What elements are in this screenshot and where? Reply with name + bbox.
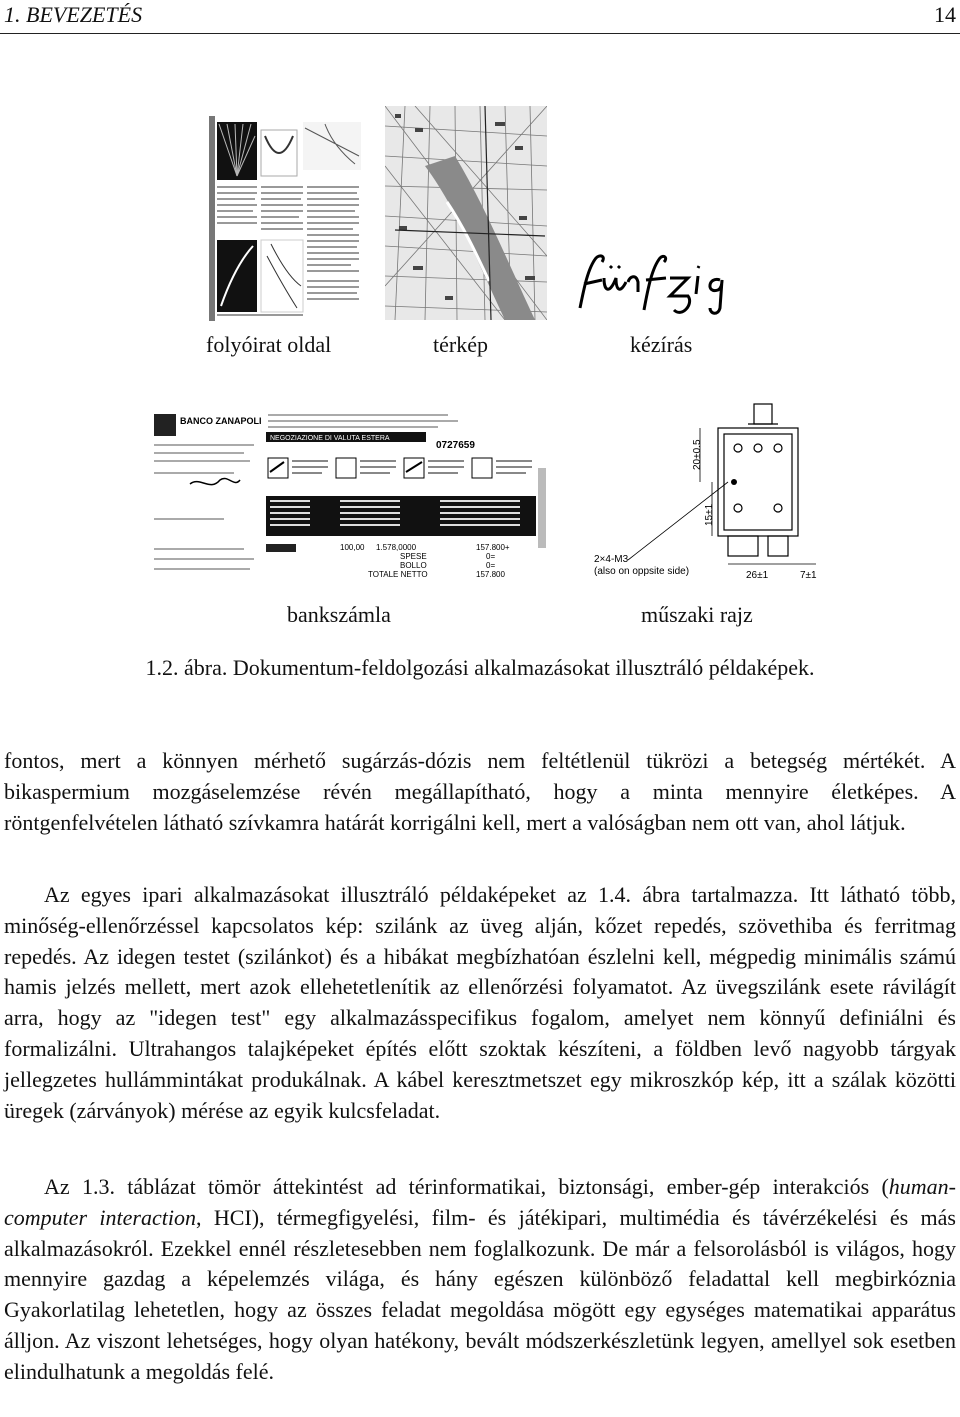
drawing-note-1: 2×4-M3: [594, 554, 629, 565]
bank-value-rate: 1.578,0000: [376, 543, 417, 552]
paragraph-2: [4, 880, 956, 1126]
paragraph-3-part-1: Az 1.3. táblázat tömör áttekintést ad térinformatikai, biztonsági, ember-gép interakciós (: [44, 1174, 889, 1199]
bank-value-spese: 0=: [486, 552, 496, 561]
paragraph-3-italic-term: human-computer interaction: [4, 1174, 956, 1230]
dim-7: 7±1: [800, 570, 817, 581]
bank-value-total: 157.800: [476, 570, 505, 579]
paragraph-2-text: Az egyes ipari alkalmazásokat illusztráló példaképeket az 1.4. ábra tartalmazza. Itt látható több, minőség-ellenőrzéssel kapcsolatos kép: szilánk az üveg alján, kőzet repedés, szövethiba és ferritmag repedés. Az idegen testet (szilánkot) és a hibákat megbízhatóan észlelni kell, mégpedig minimális számú hamis jelzés mellett, mert azok ellehetetlenítik az ellenőrzési folyamatot. Az üvegszilánk esete rávilágít arra, hogy az "idegen test" egy alkalmazásspecifikus fogalom, amelyet nem könnyű definiálni és formalizálni. Ultrahangos talajképeket építés előtt szoktak készíteni, a földben levő nagyobb tárgyak jellegzetes hullámmintákat produkálnak. A kábel keresztmetszet egy mikroszkóp kép, itt a szálak közötti üregek (zárványok) mérése az egyik kulcsfeladat.: [4, 882, 956, 1123]
caption-handwriting: kézírás: [630, 332, 693, 357]
paragraph-3-text: [4, 1172, 956, 1388]
header-rule: [0, 33, 960, 34]
caption-map: térkép: [433, 332, 488, 357]
paragraph-3-part-2: , HCI), térmegfigyelési, film- és játékipari, multimédia és távérzékelési és más alkalmazásokról. Ezekkel ennél részletesebben nem foglalkozunk. De már a felsorolásból is világos, hogy mennyire gazdag a képelemzés világa, és hány egészen különböző feladattal kell megbirkóznia Gyakorlatilag lehetetlen, hogy az összes feladat megoldása mögött egy egységes matematikai apparátus álljon. Az viszont lehetséges, hogy olyan hatékony, bevált módszerkészletünk legyen, amellyel sok esetben elindulhatunk a megoldás felé.: [4, 1204, 956, 1384]
caption-technical: műszaki rajz: [641, 602, 753, 627]
dim-15: 15±1: [704, 503, 715, 526]
paragraph-1-text: fontos, mert a könnyen mérhető sugárzás-dózis nem feltétlenül tükrözi a betegség mértékét. A bikaspermium mozgáselemzése révén megállapítható, hogy a minta mennyire életképes. A röntgenfelvételen látható szívkamra határát korrigálni kell, mert a valóságban nem ott van, ahol látjuk.: [4, 748, 956, 835]
bank-banner: NEGOZIAZIONE DI VALUTA ESTERA: [270, 435, 390, 442]
paragraph-1: [4, 746, 956, 838]
bank-label-total: TOTALE NETTO: [368, 570, 428, 579]
bank-document-image: [150, 408, 550, 588]
drawing-note-2: (also on oppsite side): [594, 566, 690, 577]
bank-value-gross: 157.800+: [476, 543, 510, 552]
caption-journal: folyóirat oldal: [206, 332, 332, 357]
paragraph-3: [4, 1172, 956, 1388]
dim-20: 20±0.5: [692, 439, 703, 470]
handwriting-image: [570, 248, 766, 322]
figure-caption: 1.2. ábra. Dokumentum-feldolgozási alkalmazásokat illusztráló példaképek.: [145, 655, 815, 680]
caption-bank: bankszámla: [287, 602, 391, 627]
bank-logo: BANCO ZANAPOLI: [180, 416, 262, 426]
running-head: 1. BEVEZETÉS: [4, 2, 143, 27]
bank-doc-number: 0727659: [436, 440, 475, 451]
page-number: 14: [934, 2, 956, 27]
bank-value-bollo: 0=: [486, 561, 496, 570]
journal-page-image: [205, 116, 365, 321]
bank-label-spese: SPESE: [400, 552, 427, 561]
bank-label-bollo: BOLLO: [400, 561, 427, 570]
technical-drawing-image: [588, 400, 824, 590]
dim-26: 26±1: [746, 570, 769, 581]
bank-value-amount: 100,00: [340, 543, 365, 552]
map-image: [385, 106, 547, 320]
